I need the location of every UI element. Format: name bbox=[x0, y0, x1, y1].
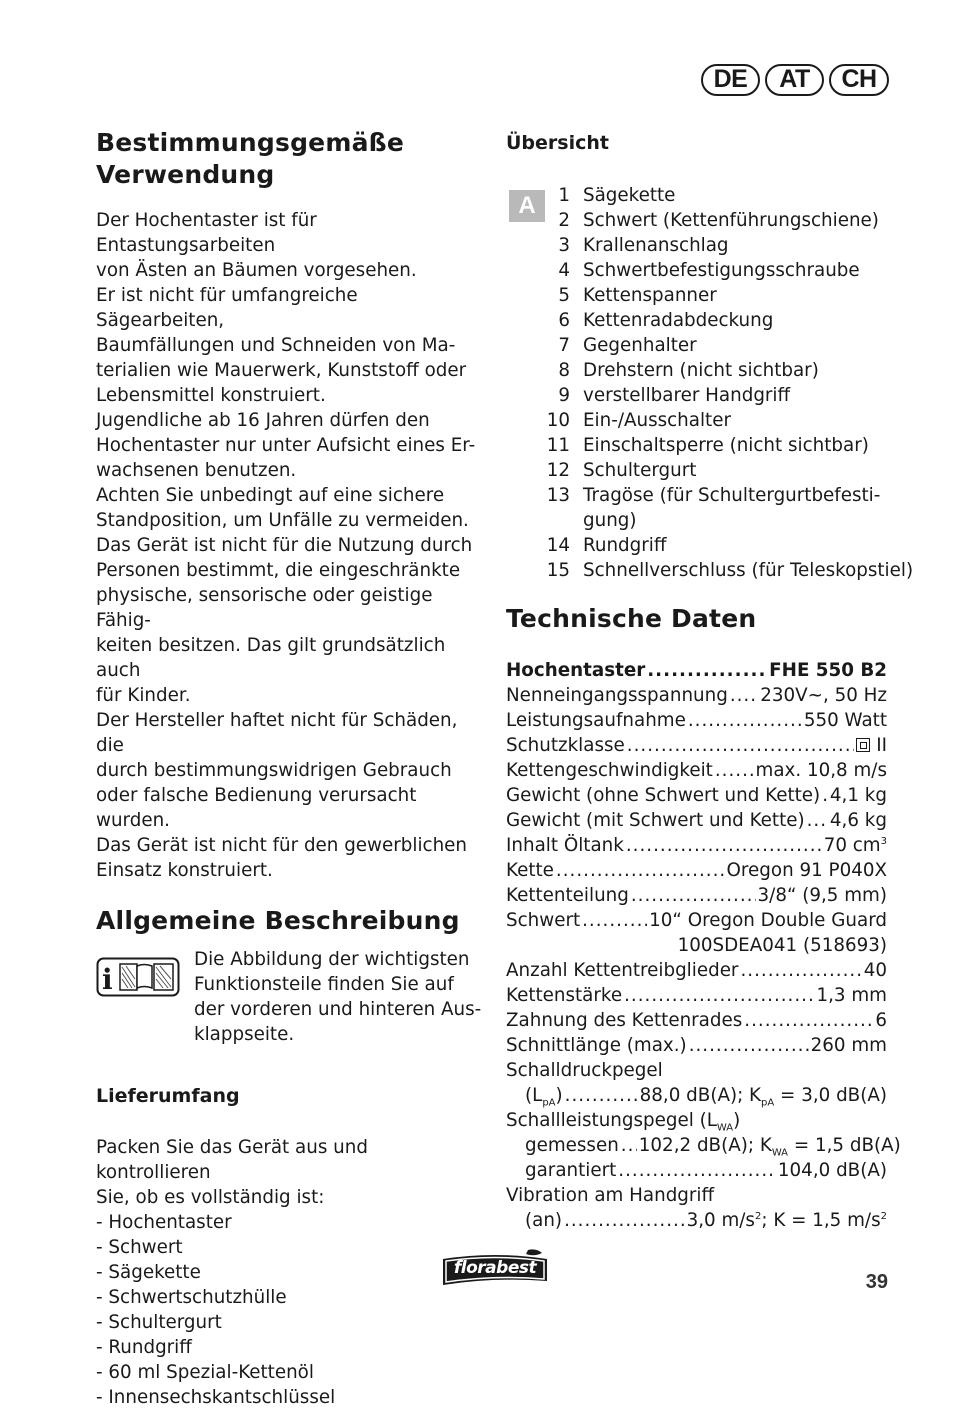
tech-row bbox=[506, 1158, 887, 1183]
list-item bbox=[506, 408, 896, 433]
superscript: 2 bbox=[880, 1210, 887, 1222]
dot-leader bbox=[688, 708, 802, 733]
item-label: Ein-/Ausschalter bbox=[583, 410, 731, 431]
list-item bbox=[506, 433, 896, 458]
tech-row bbox=[506, 1058, 887, 1083]
tech-value: 1,3 mm bbox=[816, 985, 887, 1006]
tech-label: Kettenteilung bbox=[506, 885, 629, 906]
page-number: 39 bbox=[865, 1271, 888, 1293]
tech-row bbox=[506, 1208, 887, 1233]
list-item bbox=[506, 508, 896, 533]
item-number: 12 bbox=[546, 460, 570, 481]
text-line: Personen bestimmt, die eingeschränkte bbox=[96, 560, 461, 581]
list-item bbox=[506, 383, 896, 408]
tech-row bbox=[506, 1108, 887, 1133]
list-item: - Schwertschutzhülle bbox=[96, 1287, 287, 1308]
text-line: terialien wie Mauerwerk, Kunststoff oder bbox=[96, 360, 467, 381]
tech-value: FHE 550 B2 bbox=[769, 660, 887, 681]
item-number: 7 bbox=[558, 335, 570, 356]
tech-value-wrap bbox=[856, 733, 887, 758]
text-line: wachsenen benutzen. bbox=[96, 460, 297, 481]
text-line: Lebensmittel konstruiert. bbox=[96, 385, 326, 406]
item-number: 8 bbox=[558, 360, 570, 381]
brand-logo-text: florabest bbox=[453, 1258, 537, 1278]
intended-use-title-line2: Verwendung bbox=[96, 160, 275, 189]
item-label: Kettenradabdeckung bbox=[583, 310, 774, 331]
tech-row bbox=[506, 858, 887, 883]
dot-leader bbox=[807, 808, 828, 833]
dot-leader bbox=[624, 983, 814, 1008]
list-item bbox=[506, 458, 896, 483]
symbol: (L bbox=[525, 1085, 543, 1106]
tech-label: garantiert bbox=[525, 1160, 617, 1181]
text-line: Der Hochentaster ist für Entastungsarbeiten bbox=[96, 210, 317, 256]
info-book-icon bbox=[96, 957, 180, 997]
list-item: - Rundgriff bbox=[96, 1337, 192, 1358]
symbol: ) bbox=[733, 1110, 741, 1131]
text-line: klappseite. bbox=[194, 1024, 295, 1045]
item-label: Krallenanschlag bbox=[583, 235, 729, 256]
text-line: für Kinder. bbox=[96, 685, 191, 706]
tech-label: Schalldruckpegel bbox=[506, 1060, 663, 1081]
tech-value: 550 Watt bbox=[803, 710, 887, 731]
text-line: keiten besitzen. Das gilt grundsätzlich auch bbox=[96, 635, 446, 681]
tech-row bbox=[506, 783, 887, 808]
item-number: 13 bbox=[546, 485, 570, 506]
tech-value: 4,1 kg bbox=[829, 785, 887, 806]
tech-value: 100SDEA041 (518693) bbox=[677, 935, 887, 956]
dot-leader bbox=[556, 858, 725, 883]
tech-label: Inhalt Öltank bbox=[506, 835, 624, 856]
item-number: 1 bbox=[558, 185, 570, 206]
tech-value-wrap bbox=[639, 1133, 901, 1158]
tech-row bbox=[506, 1183, 887, 1208]
text-line: Der Hersteller haftet nicht für Schäden, die bbox=[96, 710, 458, 756]
tech-label: Gewicht (ohne Schwert und Kette) bbox=[506, 785, 821, 806]
dot-leader bbox=[689, 1033, 809, 1058]
tech-label: Gewicht (mit Schwert und Kette) bbox=[506, 810, 805, 831]
list-item bbox=[506, 558, 914, 583]
tech-data-title: Technische Daten bbox=[506, 604, 757, 633]
text-line: Sie, ob es vollständig ist: bbox=[96, 1187, 325, 1208]
item-number: 4 bbox=[558, 260, 570, 281]
list-item: - Innensechskantschlüssel bbox=[96, 1387, 336, 1408]
tech-row bbox=[506, 883, 887, 908]
lang-badge-at: AT bbox=[765, 64, 824, 96]
item-number: 9 bbox=[558, 385, 570, 406]
tech-label: Kette bbox=[506, 860, 554, 881]
subscript: pA bbox=[761, 1097, 775, 1109]
tech-row bbox=[506, 1133, 901, 1159]
tech-label: Schwert bbox=[506, 910, 581, 931]
tech-value-wrap bbox=[687, 1208, 887, 1233]
text-line: Funktionsteile finden Sie auf bbox=[194, 974, 454, 995]
tech-row bbox=[506, 1033, 887, 1058]
text-line: Das Gerät ist nicht für den gewerblichen bbox=[96, 835, 467, 856]
list-item: - Schwert bbox=[96, 1237, 183, 1258]
item-label: Sägekette bbox=[583, 185, 676, 206]
lang-badge-ch: CH bbox=[829, 64, 889, 96]
item-label: Schnellverschluss (für Teleskopstiel) bbox=[583, 560, 914, 581]
tech-row bbox=[506, 933, 887, 958]
tech-row bbox=[506, 733, 887, 758]
dot-leader bbox=[647, 658, 767, 683]
brand-logo bbox=[438, 1247, 552, 1289]
dot-leader bbox=[582, 908, 647, 933]
dot-leader bbox=[627, 733, 854, 758]
dot-leader bbox=[730, 683, 758, 708]
item-label: Schwert (Kettenführungschiene) bbox=[583, 210, 879, 231]
text-line: Einsatz konstruiert. bbox=[96, 860, 273, 881]
symbol: ) bbox=[555, 1085, 563, 1106]
info-text bbox=[194, 947, 484, 1047]
tech-label bbox=[525, 1083, 563, 1108]
list-item bbox=[506, 258, 896, 283]
text-line: Packen Sie das Gerät aus und kontrollieren bbox=[96, 1137, 368, 1183]
lang-badge-de: DE bbox=[701, 64, 760, 96]
item-number: 3 bbox=[558, 235, 570, 256]
dot-leader bbox=[626, 833, 822, 858]
tech-value-wrap bbox=[640, 1083, 887, 1108]
tech-value: 3/8“ (9,5 mm) bbox=[757, 885, 887, 906]
item-number: 2 bbox=[558, 210, 570, 231]
tech-value: 104,0 dB(A) bbox=[777, 1160, 887, 1181]
list-item bbox=[506, 333, 896, 358]
tech-row bbox=[506, 808, 887, 833]
list-item bbox=[506, 358, 896, 383]
superscript: 3 bbox=[880, 835, 887, 847]
text-line: Er ist nicht für umfangreiche Sägearbeiten, bbox=[96, 285, 358, 331]
dot-leader bbox=[564, 1208, 685, 1233]
tech-value: 6 bbox=[875, 1010, 887, 1031]
item-label: Rundgriff bbox=[583, 535, 667, 556]
text-line: durch bestimmungswidrigen Gebrauch bbox=[96, 760, 452, 781]
item-label: gung) bbox=[583, 510, 637, 531]
info-block bbox=[96, 949, 488, 1053]
tech-header-row bbox=[506, 658, 887, 683]
tech-row bbox=[506, 908, 887, 933]
text-line: von Ästen an Bäumen vorgesehen. bbox=[96, 260, 417, 281]
list-item: - Sägekette bbox=[96, 1262, 201, 1283]
text-line: Jugendliche ab 16 Jahren dürfen den bbox=[96, 410, 430, 431]
subscript: WA bbox=[716, 1122, 734, 1134]
figure-a-badge: A bbox=[509, 190, 545, 222]
list-item bbox=[506, 208, 896, 233]
item-label: Kettenspanner bbox=[583, 285, 717, 306]
svg-text:i: i bbox=[102, 963, 113, 996]
text-line: Die Abbildung der wichtigsten bbox=[194, 949, 470, 970]
tech-label: Schutzklasse bbox=[506, 735, 625, 756]
tech-label: Hochentaster bbox=[506, 660, 646, 681]
dot-leader bbox=[618, 1158, 776, 1183]
dot-leader bbox=[565, 1083, 638, 1108]
tech-value: 70 cm bbox=[823, 835, 881, 856]
dot-leader bbox=[621, 1133, 637, 1158]
symbol: Schallleistungspegel (L bbox=[506, 1110, 717, 1131]
item-number: 11 bbox=[546, 435, 570, 456]
dot-leader bbox=[740, 958, 861, 983]
item-label: Tragöse (für Schultergurtbefesti- bbox=[583, 485, 881, 506]
tech-label: Leistungsaufnahme bbox=[506, 710, 686, 731]
tech-value: 10“ Oregon Double Guard bbox=[649, 910, 887, 931]
tech-row bbox=[506, 1008, 887, 1033]
tech-value: 3,0 m/s bbox=[686, 1210, 755, 1231]
item-number bbox=[506, 508, 583, 533]
list-item bbox=[506, 308, 896, 333]
tech-label: Zahnung des Kettenrades bbox=[506, 1010, 743, 1031]
tech-value: 260 mm bbox=[810, 1035, 887, 1056]
tech-label: gemessen bbox=[525, 1135, 619, 1156]
overview-list bbox=[506, 183, 914, 583]
text-line: oder falsche Bedienung verursacht wurden. bbox=[96, 785, 417, 831]
tech-label: Kettenstärke bbox=[506, 985, 623, 1006]
tech-label bbox=[506, 1108, 740, 1133]
tech-row bbox=[506, 958, 887, 983]
tech-value: 102,2 dB(A); K bbox=[638, 1135, 772, 1156]
text-line: Achten Sie unbedingt auf eine sichere bbox=[96, 485, 445, 506]
tech-value: 230V~, 50 Hz bbox=[760, 685, 887, 706]
tech-value-wrap bbox=[824, 833, 887, 858]
intended-use-text bbox=[96, 208, 488, 883]
tech-label: Vibration am Handgriff bbox=[506, 1185, 715, 1206]
tech-row bbox=[506, 683, 887, 708]
list-item bbox=[506, 533, 896, 558]
text-line: Hochentaster nur unter Aufsicht eines Er- bbox=[96, 435, 476, 456]
tech-row bbox=[506, 983, 887, 1008]
tech-value: max. 10,8 m/s bbox=[755, 760, 887, 781]
delivery-title: Lieferumfang bbox=[96, 1085, 240, 1107]
item-number: 15 bbox=[546, 560, 570, 581]
tech-value: Oregon 91 P040X bbox=[726, 860, 887, 881]
text-line: Baumfällungen und Schneiden von Ma- bbox=[96, 335, 456, 356]
text-line: der vorderen und hinteren Aus- bbox=[194, 999, 482, 1020]
general-description-title: Allgemeine Beschreibung bbox=[96, 906, 460, 935]
list-item bbox=[506, 283, 896, 308]
item-number: 5 bbox=[558, 285, 570, 306]
item-label: Drehstern (nicht sichtbar) bbox=[583, 360, 819, 381]
list-item bbox=[506, 183, 896, 208]
tech-row bbox=[506, 758, 887, 783]
delivery-text bbox=[96, 1135, 488, 1410]
text-line: physische, sensorische oder geistige Fähig- bbox=[96, 585, 433, 631]
protection-class-icon bbox=[856, 738, 870, 752]
item-label: Schultergurt bbox=[583, 460, 697, 481]
item-label: Einschaltsperre (nicht sichtbar) bbox=[583, 435, 869, 456]
item-label: Gegenhalter bbox=[583, 335, 697, 356]
tech-label: (an) bbox=[525, 1210, 563, 1231]
list-item bbox=[506, 483, 896, 508]
tech-value: 4,6 kg bbox=[829, 810, 887, 831]
item-number: 14 bbox=[546, 535, 570, 556]
tech-value: ; K = 1,5 m/s bbox=[761, 1210, 881, 1231]
item-number: 10 bbox=[546, 410, 570, 431]
tech-label: Nenneingangsspannung bbox=[506, 685, 728, 706]
subscript: WA bbox=[771, 1147, 789, 1159]
tech-label: Kettengeschwindigkeit bbox=[506, 760, 713, 781]
item-number: 6 bbox=[558, 310, 570, 331]
intended-use-title bbox=[96, 127, 488, 191]
item-label: verstellbarer Handgriff bbox=[583, 385, 791, 406]
tech-row bbox=[506, 833, 887, 858]
tech-value: = 3,0 dB(A) bbox=[774, 1085, 887, 1106]
tech-label: Anzahl Kettentreibglieder bbox=[506, 960, 739, 981]
item-label: Schwertbefestigungsschraube bbox=[583, 260, 860, 281]
dot-leader bbox=[715, 758, 754, 783]
tech-value: 40 bbox=[863, 960, 887, 981]
dot-leader bbox=[744, 1008, 873, 1033]
superscript: 2 bbox=[754, 1210, 762, 1222]
tech-data-table bbox=[506, 658, 901, 1233]
overview-title: Übersicht bbox=[506, 132, 609, 154]
tech-row bbox=[506, 1083, 887, 1108]
text-line: Das Gerät ist nicht für die Nutzung durch bbox=[96, 535, 473, 556]
dot-leader bbox=[631, 883, 756, 908]
tech-label: Schnittlänge (max.) bbox=[506, 1035, 687, 1056]
list-item: - Schultergurt bbox=[96, 1312, 222, 1333]
dot-leader bbox=[822, 783, 828, 808]
list-item bbox=[506, 233, 896, 258]
list-item: - 60 ml Spezial-Kettenöl bbox=[96, 1362, 314, 1383]
intended-use-title-line1: Bestimmungsgemäße bbox=[96, 128, 404, 157]
tech-value: 88,0 dB(A); K bbox=[639, 1085, 762, 1106]
subscript: pA bbox=[542, 1097, 556, 1109]
text-line: Standposition, um Unfälle zu vermeiden. bbox=[96, 510, 469, 531]
tech-value: II bbox=[876, 735, 887, 756]
list-item: - Hochentaster bbox=[96, 1212, 232, 1233]
left-column bbox=[96, 127, 488, 1410]
tech-row bbox=[506, 708, 887, 733]
tech-value: = 1,5 dB(A) bbox=[788, 1135, 901, 1156]
